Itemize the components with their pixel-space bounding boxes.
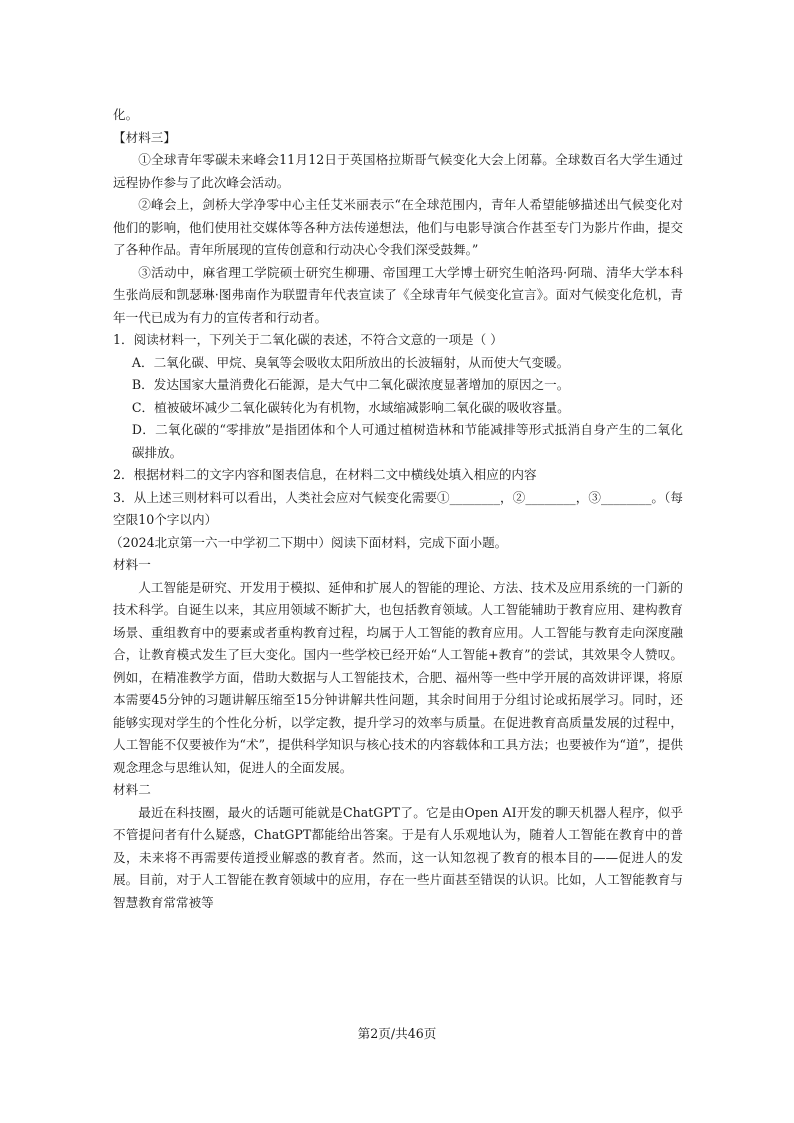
paragraph: 人工智能是研究、开发用于模拟、延伸和扩展人的智能的理论、方法、技术及应用系统的一门新的技术科学。自诞生以来，其应用领域不断扩大，也包括教育领域。人工智能辅助于教育应用、建构教育场景、重组教育中的要素或者重构教育过程，均属于人工智能的教育应用。人工智能与教育走向深度融合，让教育模式发生了巨大变化。国内一些学校已经开始“人工智能+教育”的尝试，其效果令人赞叹。例如，在精准教学方面，借助大数据与人工智能技术，合肥、福州等一些中学开展的高效讲评课，将原本需要45分钟的习题讲解压缩至15分钟讲解共性问题，其余时间用于分组讨论或拓展学习。同时，还能够实现对学生的个性化分析，以学定教，提升学习的效率与质量。在促进教育高质量发展的过程中，人工智能不仅要被作为“术”，提供科学知识与核心技术的内容载体和工具方法；也要被作为“道”，提供观念理念与思维认知，促进人的全面发展。 bbox=[113, 579, 683, 775]
option-d: D．二氧化碳的“零排放”是指团体和个人可通过植树造林和节能减排等形式抵消自身产生的二氧化碳排放。 bbox=[131, 422, 683, 460]
source-note: （2024北京第一六一中学初二下期中）阅读下面材料，完成下面小题。 bbox=[110, 534, 508, 550]
question-3: 3．从上述三则材料可以看出，人类社会应对气候变化需要①________，②________，③________。（每空限10个字以内） bbox=[113, 489, 683, 527]
section-heading-material-3: 【材料三】 bbox=[113, 129, 176, 145]
question-1: 1．阅读材料一，下列关于二氧化碳的表述，不符合文意的一项是（ ） bbox=[113, 332, 503, 347]
page-number: 第2页/共46页 bbox=[357, 1026, 437, 1041]
paragraph: ①全球青年零碳未来峰会11月12日于英国格拉斯哥气候变化大会上闭幕。全球数百名大学生通过远程协作参与了此次峰会活动。 bbox=[113, 152, 683, 190]
paragraph: ②峰会上，剑桥大学净零中心主任艾米丽表示“在全球范围内，青年人希望能够描述出气候变化对他们的影响，他们使用社交媒体等各种方法传递想法，他们与电影导演合作甚至专门为影片作曲，提交了各种作品。青年所展现的宣传创意和行动决心令我们深受鼓舞。” bbox=[113, 197, 683, 257]
section-heading-material-2: 材料二 bbox=[113, 782, 151, 797]
paragraph: 最近在科技圈，最火的话题可能就是ChatGPT了。它是由Open AI开发的聊天机器人程序，似乎不管提问者有什么疑惑，ChatGPT都能给出答案。于是有人乐观地认为，随着人工智能在教育中的普及，未来将不再需要传道授业解惑的教育者。然而，这一认知忽视了教育的根本目的——促进人的发展。目前，对于人工智能在教育领域中的应用，存在一些片面甚至错误的认识。比如，人工智能教育与智慧教育常常被等 bbox=[113, 804, 683, 910]
paragraph: ③活动中，麻省理工学院硕士研究生柳珊、帝国理工大学博士研究生帕洛玛·阿瑞、清华大学本科生张尚辰和凯瑟琳·图弗南作为联盟青年代表宣读了《全球青年气候变化宣言》。面对气候变化危机，青年一代已成为有力的宣传者和行动者。 bbox=[113, 264, 683, 325]
text-fragment: 化。 bbox=[113, 107, 139, 122]
option-a: A．二氧化碳、甲烷、臭氧等会吸收太阳所放出的长波辐射，从而使大气变暖。 bbox=[131, 354, 570, 370]
section-heading-material-1: 材料一 bbox=[113, 557, 151, 572]
document-body bbox=[110, 104, 683, 914]
question-2: 2．根据材料二的文字内容和图表信息，在材料二文中横线处填入相应的内容 bbox=[113, 467, 537, 482]
option-b: B．发达国家大量消费化石能源，是大气中二氧化碳浓度显著增加的原因之一。 bbox=[131, 377, 570, 392]
option-c: C．植被破坏减少二氧化碳转化为有机物，水域缩减影响二氧化碳的吸收容量。 bbox=[131, 399, 570, 415]
